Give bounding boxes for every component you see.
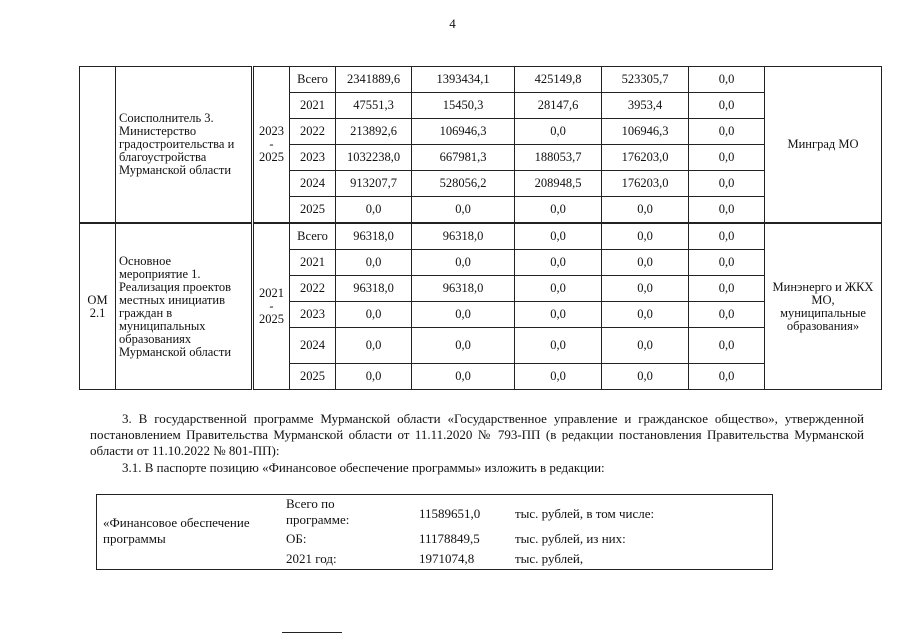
value-cell: 0,0 [515, 119, 602, 145]
value-cell: 0,0 [412, 328, 515, 364]
value-cell: 0,0 [689, 223, 765, 250]
value-cell: 0,0 [689, 67, 765, 93]
value-cell: 213892,6 [336, 119, 412, 145]
total-label: Всего по программе: [286, 496, 350, 527]
value-cell: 0,0 [515, 197, 602, 224]
value-cell: 425149,8 [515, 67, 602, 93]
paragraph-3: 3. В государственной программе Мурманской области «Государственное управление и гражданское общество», утвержденной постановлением Правительства Мурманской области от 11.11.2020 № 793-ПП (в редакции постановления Правительства Мурманской области от 11.10.2022 № 801-ПП): [90, 411, 864, 458]
value-cell: 96318,0 [336, 276, 412, 302]
value-cell: 0,0 [602, 223, 689, 250]
value-cell: 3953,4 [602, 93, 689, 119]
year-cell: 2024 [290, 328, 336, 364]
year-cell: Всего [290, 223, 336, 250]
footer-divider [282, 632, 342, 633]
value-cell: 0,0 [689, 197, 765, 224]
paragraph-3-1: 3.1. В паспорте позицию «Финансовое обеспечение программы» изложить в редакции: [122, 460, 605, 475]
value-cell: 0,0 [515, 302, 602, 328]
executor-cell: Минэнерго и ЖКХ МО, муниципальные образования» [765, 223, 882, 390]
value-cell: 0,0 [336, 197, 412, 224]
value-cell: 0,0 [689, 302, 765, 328]
value-cell: 0,0 [515, 276, 602, 302]
value-cell: 0,0 [602, 197, 689, 224]
measure-code-cell: ОМ 2.1 [80, 223, 116, 390]
value-cell: 0,0 [689, 328, 765, 364]
value-cell: 0,0 [515, 223, 602, 250]
ob-value: 11178849,5 [419, 531, 480, 546]
value-cell: 0,0 [336, 302, 412, 328]
value-cell: 913207,7 [336, 171, 412, 197]
value-cell: 0,0 [336, 250, 412, 276]
value-cell: 0,0 [602, 364, 689, 390]
value-cell: 0,0 [412, 250, 515, 276]
year-cell: 2023 [290, 145, 336, 171]
value-cell: 0,0 [336, 328, 412, 364]
value-cell: 0,0 [689, 364, 765, 390]
value-cell: 528056,2 [412, 171, 515, 197]
coexecutor-3-label: Соисполнитель 3. Министерство градостроительства и благоустройства Мурманской области [116, 67, 253, 224]
value-cell: 0,0 [412, 364, 515, 390]
value-cell: 0,0 [602, 302, 689, 328]
value-cell: 96318,0 [336, 223, 412, 250]
total-unit: тыс. рублей, в том числе: [515, 506, 655, 521]
value-cell: 0,0 [689, 119, 765, 145]
year-2021-unit: тыс. рублей, [515, 551, 584, 566]
value-cell: 0,0 [336, 364, 412, 390]
value-cell: 0,0 [689, 276, 765, 302]
value-cell: 0,0 [689, 93, 765, 119]
page-number: 4 [449, 16, 456, 31]
table-row [80, 67, 882, 93]
value-cell: 188053,7 [515, 145, 602, 171]
value-cell: 96318,0 [412, 276, 515, 302]
value-cell: 106946,3 [602, 119, 689, 145]
value-cell: 96318,0 [412, 223, 515, 250]
total-value: 11589651,0 [419, 506, 481, 521]
value-cell: 176203,0 [602, 171, 689, 197]
value-cell: 667981,3 [412, 145, 515, 171]
financing-box [96, 494, 773, 570]
value-cell: 15450,3 [412, 93, 515, 119]
value-cell: 47551,3 [336, 93, 412, 119]
year-2021-label: 2021 год: [286, 551, 337, 566]
ob-unit: тыс. рублей, из них: [515, 531, 626, 546]
table-row [80, 223, 882, 250]
financing-title: «Финансовое обеспечение программы [103, 515, 250, 546]
code-cell-empty [80, 67, 116, 224]
year-cell: Всего [290, 67, 336, 93]
year-cell: 2022 [290, 276, 336, 302]
year-cell: 2024 [290, 171, 336, 197]
value-cell: 523305,7 [602, 67, 689, 93]
value-cell: 0,0 [412, 197, 515, 224]
value-cell: 1032238,0 [336, 145, 412, 171]
value-cell: 0,0 [515, 328, 602, 364]
value-cell: 2341889,6 [336, 67, 412, 93]
value-cell: 176203,0 [602, 145, 689, 171]
executor-cell: Минград МО [765, 67, 882, 224]
value-cell: 0,0 [602, 328, 689, 364]
year-cell: 2023 [290, 302, 336, 328]
value-cell: 0,0 [689, 250, 765, 276]
value-cell: 208948,5 [515, 171, 602, 197]
year-cell: 2025 [290, 197, 336, 224]
value-cell: 0,0 [412, 302, 515, 328]
year-cell: 2025 [290, 364, 336, 390]
value-cell: 0,0 [515, 250, 602, 276]
ob-label: ОБ: [286, 531, 307, 546]
year-cell: 2021 [290, 93, 336, 119]
value-cell: 0,0 [689, 171, 765, 197]
value-cell: 0,0 [689, 145, 765, 171]
year-cell: 2022 [290, 119, 336, 145]
year-cell: 2021 [290, 250, 336, 276]
value-cell: 0,0 [602, 276, 689, 302]
period-cell: 2021 - 2025 [253, 223, 290, 390]
period-cell: 2023 - 2025 [253, 67, 290, 224]
value-cell: 0,0 [515, 364, 602, 390]
value-cell: 28147,6 [515, 93, 602, 119]
value-cell: 0,0 [602, 250, 689, 276]
program-finance-table [79, 66, 882, 390]
measure-label: Основное мероприятие 1. Реализация проектов местных инициатив граждан в муниципальных образованиях Мурманской области [116, 223, 253, 390]
value-cell: 1393434,1 [412, 67, 515, 93]
value-cell: 106946,3 [412, 119, 515, 145]
year-2021-value: 1971074,8 [419, 551, 475, 566]
